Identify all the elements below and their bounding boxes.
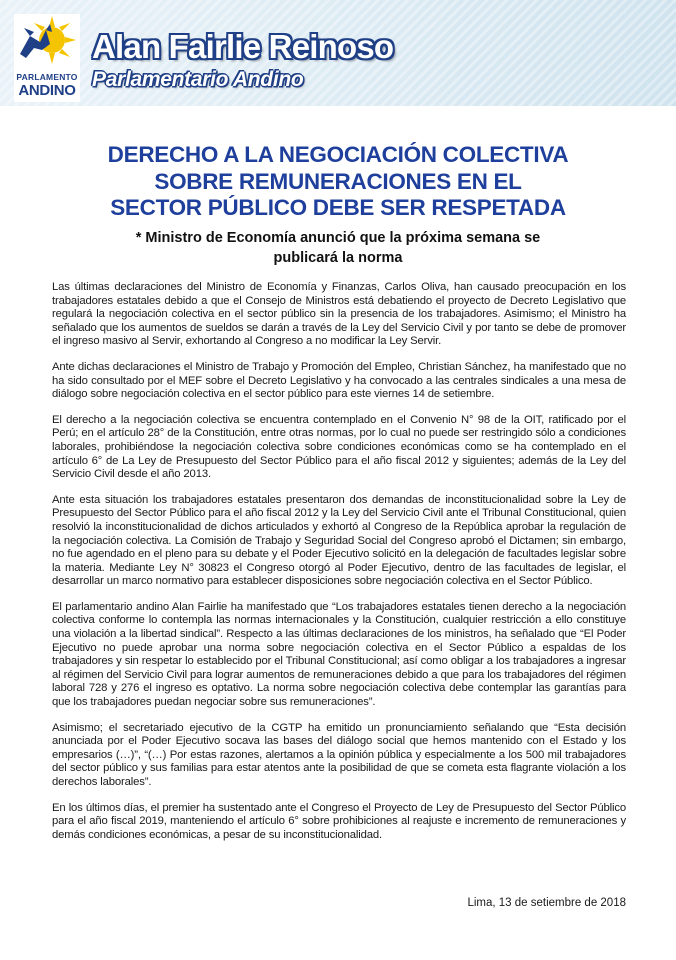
body-paragraph: Las últimas declaraciones del Ministro de Economía y Finanzas, Carlos Oliva, han causado preocupación en los trabajadores estatales debido a que el Consejo de Ministros está debatiendo el proyecto de Decreto Legislativo que regulará la negociación colectiva en el sector público sin la presencia de los trabajadores. Asimismo; el Ministro ha señalado que los aumentos de sueldos se darán a través de la Ley del Servicio Civil y por tanto se debe de promover el ingreso masivo al Servir, exhortando al Congreso a no modificar la Ley Servir. <box>52 281 626 348</box>
press-release-headline <box>60 142 616 222</box>
body-paragraph: Ante dichas declaraciones el Ministro de Trabajo y Promoción del Empleo, Christian Sánchez, ha manifestado que no ha sido consultado por el MEF sobre el Decreto Legislativo y ha convocado a las centrales sindicales a una mesa de diálogo sobre negociación colectiva en el sector público para este viernes 14 de setiembre. <box>52 360 626 401</box>
body-paragraph: Asimismo; el secretariado ejecutivo de la CGTP ha emitido un pronunciamiento señalando que “Esta decisión anunciada por el Poder Ejecutivo socava las bases del diálogo social que hemos mantenido con el Estado y los empresarios (…)”, “(…) Por estas razones, alertamos a la opinión pública y especialmente a los 500 mil trabajadores del sector público y sus familias para estar atentos ante la posibilidad de que se cometa esta flagrante violación a los derechos laborales”. <box>52 721 626 788</box>
sun-condor-icon <box>16 14 78 72</box>
body-paragraph: Ante esta situación los trabajadores estatales presentaron dos demandas de inconstitucionalidad sobre la Ley de Presupuesto del Sector Público para el año fiscal 2012 y la Ley del Servicio Civil ante el Tribunal Constitucional, quien resolvió la inconstitucionalidad de dichos articulados y exhortó al Congreso de la República aprobar la regulación de la negociación colectiva. La Comisión de Trabajo y Seguridad Social del Congreso aprobó el Dictamen; sin embargo, no fue agendado en el pleno para su debate y el Poder Ejecutivo solicitó en la delegación de facultades legislar sobre la materia. Mediante Ley N° 30823 el Congreso otorgó al Poder Ejecutivo, dentro de las facultades de legislar, el desarrollar un marco normativo para establecer disposiciones sobre negociación colectiva en el Sector Público. <box>52 493 626 588</box>
subheadline-line: publicará la norma <box>273 250 403 266</box>
author-name: Alan Fairlie Reinoso <box>92 28 394 65</box>
subheadline-line: * Ministro de Economía anunció que la próxima semana se <box>135 230 541 246</box>
dateline: Lima, 13 de setiembre de 2018 <box>467 897 626 909</box>
parlamento-andino-logo <box>14 14 80 102</box>
headline-line: DERECHO A LA NEGOCIACIÓN COLECTIVA <box>107 142 569 167</box>
subheadline <box>60 228 616 268</box>
headline-line: SECTOR PÚBLICO DEBE SER RESPETADA <box>110 195 566 220</box>
body-paragraph: El derecho a la negociación colectiva se encuentra contemplado en el Convenio N° 98 de la OIT, ratificado por el Perú; en el artículo 28° de la Constitución, entre otras normas, por lo cual no puede ser restringido sólo a condiciones laborales, prohibiéndose la negociación colectiva sobre condiciones económicas como se ha contemplado en el artículo 6° de La Ley de Presupuesto del Sector Público para el año fiscal 2012 y siguientes; además de la Ley del Servicio Civil desde el año 2013. <box>52 413 626 481</box>
article-body <box>52 281 626 854</box>
logo-text-bottom: ANDINO <box>18 82 76 99</box>
headline-line: SOBRE REMUNERACIONES EN EL <box>154 168 522 194</box>
author-role: Parlamentario Andino <box>92 68 304 91</box>
letterhead-banner <box>0 0 676 106</box>
logo-text-top: PARLAMENTO <box>16 72 78 82</box>
body-paragraph: En los últimos días, el premier ha sustentado ante el Congreso el Proyecto de Ley de Presupuesto del Sector Público para el año fiscal 2019, manteniendo el artículo 6° sobre prohibiciones al reajuste e incremento de remuneraciones y demás condiciones económicas, a pesar de su inconstitucionalidad. <box>52 801 626 841</box>
body-paragraph: El parlamentario andino Alan Fairlie ha manifestado que “Los trabajadores estatales tienen derecho a la negociación colectiva conforme lo contempla las normas internacionales y la Constitución, cualquier restricción a ello constituye una violación a la libertad sindical”. Respecto a las últimas declaraciones de los ministros, ha señalado que “El Poder Ejecutivo no puede aprobar una norma sobre negociación colectiva en el Sector Público a espaldas de los trabajadores y sin respetar lo establecido por el Tribunal Constitucional; así como obligar a los trabajadores a ingresar al régimen del Servicio Civil para lograr aumentos de remuneraciones debido a que para los trabajadores del régimen laboral 728 y 276 el ingreso es optativo. La norma sobre negociación colectiva debe contemplar las garantías para que los trabajadores puedan negociar sobre sus remuneraciones”. <box>52 600 626 709</box>
